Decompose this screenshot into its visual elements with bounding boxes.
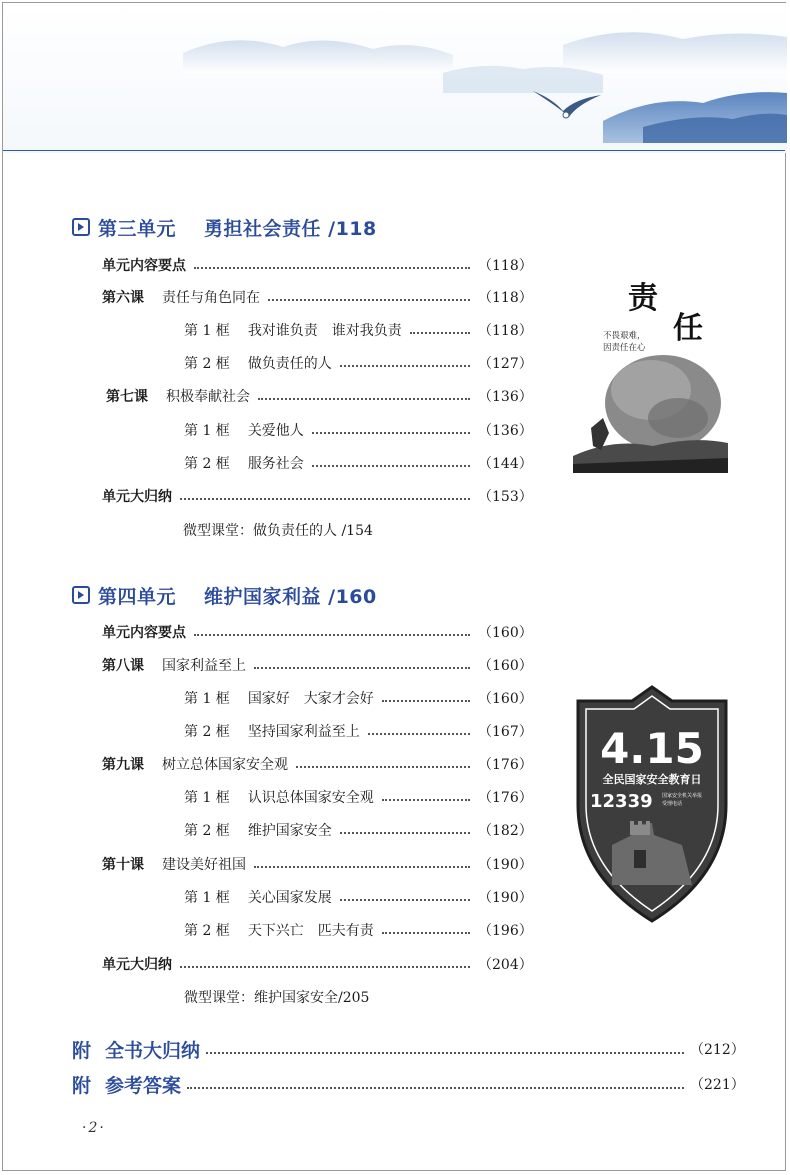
entry-title: 单元内容要点 [102, 258, 186, 274]
toc-entry[interactable] [102, 484, 533, 508]
page-ref: （196） [478, 923, 533, 939]
page-ref: （212） [690, 1042, 745, 1058]
svg-text:责: 责 [628, 281, 658, 316]
page-ref: （176） [478, 757, 533, 773]
page-ref: （118） [478, 323, 533, 339]
entry-title: 服务社会 [247, 456, 304, 472]
frame-label: 第 1 框 [184, 323, 230, 339]
lesson-label: 第八课 [102, 658, 144, 674]
unit-title: 维护国家利益 /160 [204, 585, 377, 608]
micro-class-entry[interactable]: 微型课堂：维护国家安全/205 [184, 990, 370, 1006]
page-ref: （190） [478, 890, 533, 906]
entry-title: 国家利益至上 [162, 658, 246, 674]
frame-label: 第 1 框 [184, 691, 230, 707]
unit-heading-4[interactable] [72, 580, 377, 610]
page-number: · 2 · [82, 1120, 104, 1136]
svg-text:12339: 12339 [590, 791, 653, 812]
frame-label: 第 2 框 [184, 456, 230, 472]
svg-text:受理电话: 受理电话 [662, 801, 683, 807]
toc-entry[interactable] [184, 818, 533, 842]
dot-leader [340, 365, 470, 367]
dot-leader [382, 799, 470, 801]
page-ref: （204） [478, 957, 533, 973]
mountain-banner-image [3, 3, 787, 153]
dot-leader [194, 267, 470, 269]
frame-label: 第 2 框 [184, 923, 230, 939]
frame-label: 第 2 框 [184, 356, 230, 372]
lesson-label: 第七课 [106, 389, 148, 405]
frame-label: 第 2 框 [184, 724, 230, 740]
dot-leader [180, 498, 470, 500]
dot-leader [382, 932, 470, 934]
page-ref: （190） [478, 857, 533, 873]
dot-leader [268, 299, 470, 301]
toc-entry[interactable] [102, 285, 533, 309]
svg-text:因责任在心: 因责任在心 [603, 343, 646, 353]
dot-leader [312, 432, 470, 434]
toc-entry[interactable] [184, 451, 533, 475]
chevron-right-icon [72, 586, 90, 604]
chevron-right-icon [72, 218, 90, 236]
page-ref: （221） [690, 1077, 745, 1093]
page-ref: （136） [478, 423, 533, 439]
dot-leader [206, 1052, 684, 1054]
entry-title: 天下兴亡 匹夫有责 [247, 923, 374, 939]
toc-entry[interactable] [102, 852, 533, 876]
svg-text:不畏艰难，: 不畏艰难， [603, 331, 646, 341]
entry-title: 单元大归纳 [102, 489, 172, 505]
entry-title: 国家好 大家才会好 [247, 691, 374, 707]
appendix-entry[interactable] [72, 1070, 745, 1098]
toc-entry[interactable] [184, 918, 533, 942]
toc-entry[interactable] [184, 785, 533, 809]
unit-title: 勇担社会责任 /118 [204, 217, 377, 240]
lesson-label: 第九课 [102, 757, 144, 773]
toc-entry[interactable] [102, 752, 533, 776]
entry-title: 建设美好祖国 [162, 857, 246, 873]
dot-leader [382, 700, 470, 702]
page-ref: （144） [478, 456, 533, 472]
svg-text:国家安全机关举报: 国家安全机关举报 [662, 793, 703, 799]
page-ref: （176） [478, 790, 533, 806]
entry-title: 我对谁负责 谁对我负责 [247, 323, 402, 339]
entry-title: 树立总体国家安全观 [162, 757, 288, 773]
toc-entry[interactable] [102, 952, 533, 976]
lesson-label: 第十课 [102, 857, 144, 873]
header-rule [3, 150, 785, 151]
dot-leader [312, 465, 470, 467]
dot-leader [254, 667, 470, 669]
lesson-label: 第六课 [102, 290, 144, 306]
appendix-title: 全书大归纳 [105, 1039, 201, 1062]
page-ref: （167） [478, 724, 533, 740]
unit-heading-3[interactable] [72, 212, 377, 242]
unit-label: 第四单元 [98, 585, 177, 608]
appendix-title: 参考答案 [105, 1074, 182, 1097]
entry-title: 关心国家发展 [247, 890, 332, 906]
dot-leader [258, 398, 470, 400]
entry-title: 维护国家安全 [247, 823, 332, 839]
page-ref: （182） [478, 823, 533, 839]
frame-label: 第 1 框 [184, 790, 230, 806]
unit-label: 第三单元 [98, 217, 177, 240]
entry-title: 关爱他人 [247, 423, 304, 439]
toc-entry[interactable] [184, 719, 533, 743]
appendix-prefix: 附 [72, 1039, 92, 1062]
entry-title: 单元内容要点 [102, 625, 186, 641]
entry-title: 责任与角色同在 [162, 290, 260, 306]
page-ref: （127） [478, 356, 533, 372]
toc-entry[interactable] [184, 418, 533, 442]
page-ref: （160） [478, 625, 533, 641]
security-day-badge [572, 685, 732, 923]
toc-entry[interactable] [102, 620, 533, 644]
micro-class-entry[interactable]: 微型课堂：做负责任的人 /154 [183, 523, 373, 539]
page-ref: （136） [478, 389, 533, 405]
entry-title: 做负责任的人 [247, 356, 332, 372]
dot-leader [254, 866, 470, 868]
frame-label: 第 2 框 [184, 823, 230, 839]
svg-text:4.15: 4.15 [600, 724, 704, 773]
dot-leader [187, 1087, 684, 1089]
toc-entry[interactable] [184, 318, 533, 342]
frame-label: 第 1 框 [184, 423, 230, 439]
toc-entry[interactable] [184, 885, 533, 909]
toc-entry[interactable] [184, 686, 533, 710]
dot-leader [340, 832, 470, 834]
page-ref: （118） [478, 290, 533, 306]
toc-entry[interactable] [106, 384, 533, 408]
svg-text:任: 任 [673, 311, 703, 346]
page-ref: （153） [478, 489, 533, 505]
dot-leader [296, 766, 470, 768]
entry-title: 积极奉献社会 [166, 389, 250, 405]
frame-label: 第 1 框 [184, 890, 230, 906]
entry-title: 认识总体国家安全观 [247, 790, 374, 806]
page-ref: （160） [478, 691, 533, 707]
dot-leader [194, 634, 470, 636]
dot-leader [368, 733, 470, 735]
dot-leader [340, 899, 470, 901]
appendix-entry[interactable] [72, 1035, 745, 1063]
page-ref: （160） [478, 658, 533, 674]
appendix-prefix: 附 [72, 1074, 92, 1097]
entry-title: 单元大归纳 [102, 957, 172, 973]
dot-leader [410, 332, 470, 334]
toc-entry[interactable] [102, 253, 533, 277]
entry-title: 坚持国家利益至上 [247, 724, 360, 740]
toc-entry[interactable] [102, 653, 533, 677]
toc-entry[interactable] [184, 351, 533, 375]
page-number-value: 2 [88, 1120, 98, 1136]
responsibility-stone-image [573, 268, 728, 473]
dot-leader [180, 966, 470, 968]
page-ref: （118） [478, 258, 533, 274]
svg-text:全民国家安全教育日: 全民国家安全教育日 [602, 773, 702, 786]
